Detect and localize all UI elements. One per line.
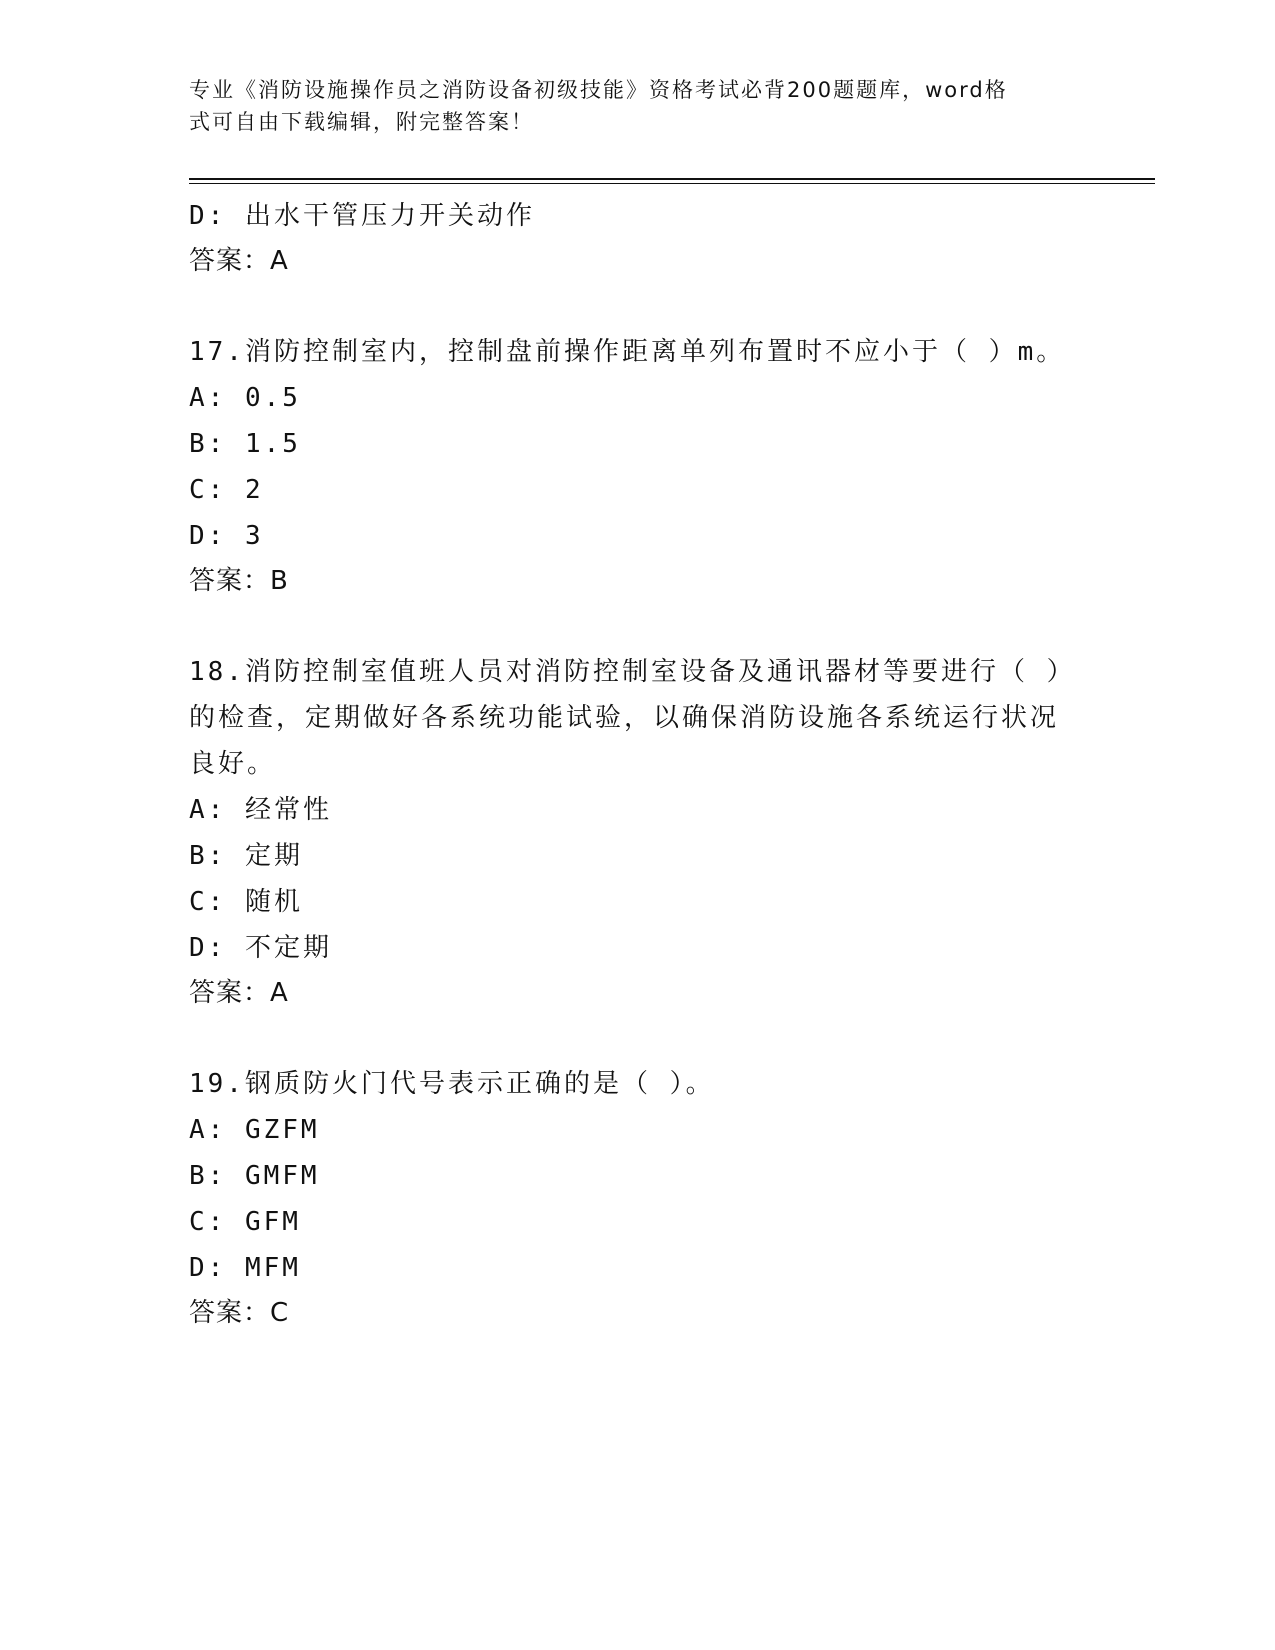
question-17-option-b: B: 1.5	[189, 429, 301, 459]
question-19-answer: 答案：C	[189, 1298, 290, 1328]
header-line-2: 式可自由下载编辑，附完整答案！	[189, 110, 534, 134]
header-rule-thick	[189, 178, 1155, 180]
header-line-1: 专业《消防设施操作员之消防设备初级技能》资格考试必背200题题库，word格	[189, 78, 1008, 102]
question-18-option-c: C: 随机	[189, 887, 303, 917]
spacer	[189, 1015, 1089, 1061]
question-content	[189, 193, 1089, 1335]
header-rule-thin	[189, 183, 1155, 184]
question-17-option-d: D: 3	[189, 521, 264, 551]
question-17-answer: 答案：B	[189, 566, 289, 596]
question-19-option-c: C: GFM	[189, 1207, 301, 1237]
question-19-option-a: A: GZFM	[189, 1115, 320, 1145]
question-18-text-line-1: 18.消防控制室值班人员对消防控制室设备及通讯器材等要进行（ ）	[189, 657, 1076, 687]
question-18-text-line-3: 良好。	[189, 749, 277, 779]
question-19-text: 19.钢质防火门代号表示正确的是（ ）。	[189, 1069, 715, 1099]
option-d-fragment: D: 出水干管压力开关动作	[189, 201, 535, 231]
question-17-option-c: C: 2	[189, 475, 264, 505]
question-17-text: 17.消防控制室内，控制盘前操作距离单列布置时不应小于（ ）m。	[189, 337, 1066, 367]
question-18-option-d: D: 不定期	[189, 933, 332, 963]
question-18-option-b: B: 定期	[189, 841, 303, 871]
document-header	[189, 74, 1069, 138]
question-17-option-a: A: 0.5	[189, 383, 301, 413]
answer-fragment: 答案：A	[189, 246, 289, 276]
spacer	[189, 283, 1089, 329]
question-18-answer: 答案：A	[189, 978, 289, 1008]
question-19-option-b: B: GMFM	[189, 1161, 320, 1191]
spacer	[189, 603, 1089, 649]
question-18-option-a: A: 经常性	[189, 795, 332, 825]
question-18-text-line-2: 的检查，定期做好各系统功能试验，以确保消防设施各系统运行状况	[189, 703, 1060, 733]
question-19-option-d: D: MFM	[189, 1253, 301, 1283]
